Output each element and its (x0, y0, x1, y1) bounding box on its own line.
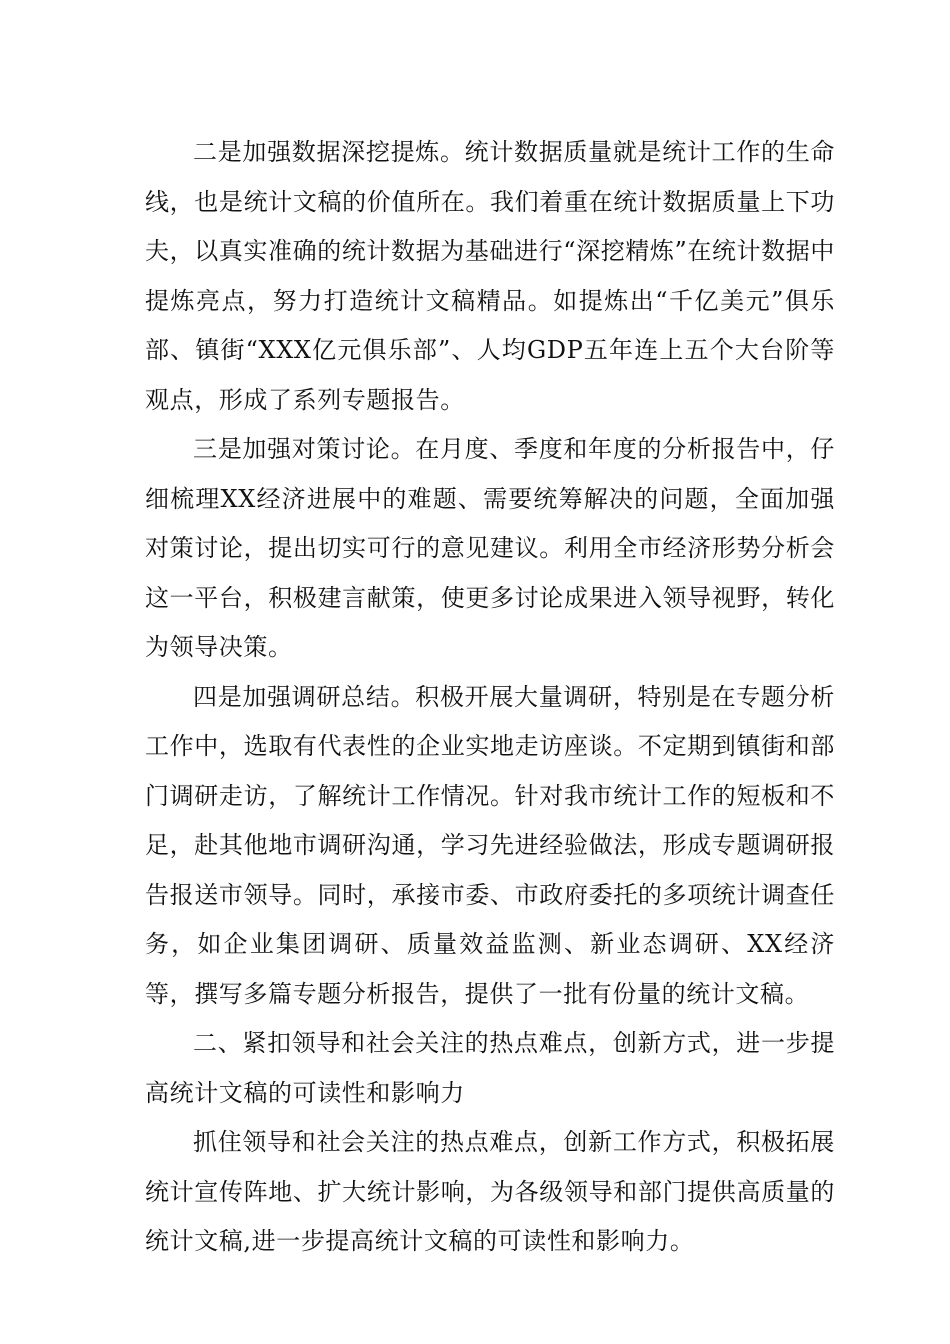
paragraph-hotspots-intro: 抓住领导和社会关注的热点难点，创新工作方式，积极拓展统计宣传阵地、扩大统计影响，为各级领导和部门提供高质量的统计文稿,进一步提高统计文稿的可读性和影响力。 (145, 1128, 835, 1255)
paragraph-data-mining: 二是加强数据深挖提炼。统计数据质量就是统计工作的生命线，也是统计文稿的价值所在。我们着重在统计数据质量上下功夫，以真实准确的统计数据为基础进行“深挖精炼”在统计数据中提炼亮点，努力打造统计文稿精品。如提炼出“千亿美元”俱乐部、镇街“XXX亿元俱乐部”、人均GDP五年连上五个大台阶等观点，形成了系列专题报告。 (145, 138, 835, 414)
document-body (145, 128, 835, 1267)
section-heading-hotspots: 二、紧扣领导和社会关注的热点难点，创新方式，进一步提高统计文稿的可读性和影响力 (145, 1029, 835, 1107)
paragraph-policy-discussion: 三是加强对策讨论。在月度、季度和年度的分析报告中，仔细梳理XX经济进展中的难题、需要统筹解决的问题，全面加强对策讨论，提出切实可行的意见建议。利用全市经济形势分析会这一平台，积极建言献策，使更多讨论成果进入领导视野，转化为领导决策。 (145, 435, 835, 661)
paragraph-research-summary: 四是加强调研总结。积极开展大量调研，特别是在专题分析工作中，选取有代表性的企业实地走访座谈。不定期到镇街和部门调研走访，了解统计工作情况。针对我市统计工作的短板和不足，赴其他地市调研沟通，学习先进经验做法，形成专题调研报告报送市领导。同时，承接市委、市政府委托的多项统计调查任务，如企业集团调研、质量效益监测、新业态调研、XX经济等，撰写多篇专题分析报告，提供了一批有份量的统计文稿。 (145, 682, 835, 1008)
